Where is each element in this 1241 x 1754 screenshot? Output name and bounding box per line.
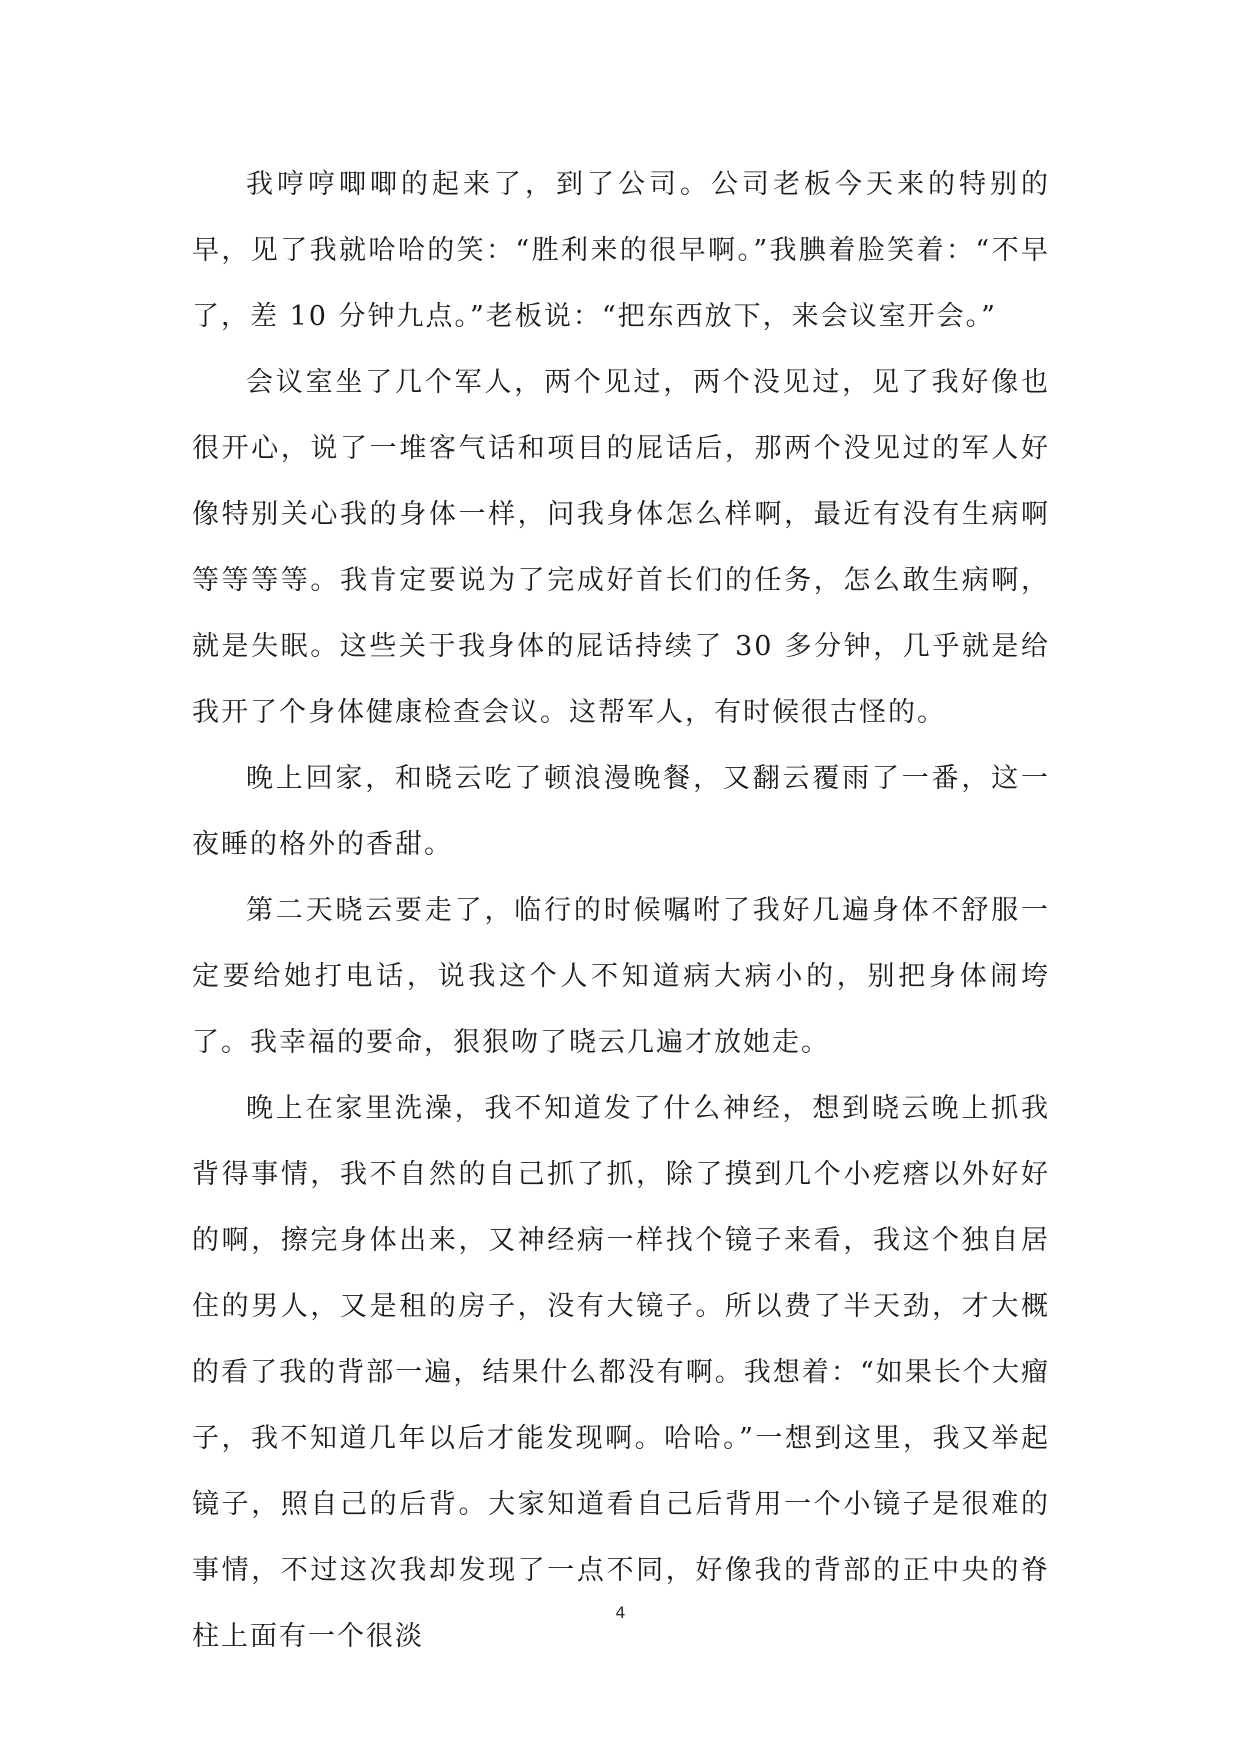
paragraph: 会议室坐了几个军人，两个见过，两个没见过，见了我好像也很开心，说了一堆客气话和项目的屁话后，那两个没见过的军人好像特别关心我的身体一样，问我身体怎么样啊，最近有没有生病啊等等等等。我肯定要说为了完成好首长们的任务，怎么敢生病啊，就是失眠。这些关于我身体的屁话持续了 30 多分钟，几乎就是给我开了个身体健康检查会议。这帮军人，有时候很古怪的。	[192, 367, 1050, 728]
page-number: 4	[615, 1603, 626, 1622]
paragraph: 晚上在家里洗澡，我不知道发了什么神经，想到晓云晚上抓我背得事情，我不自然的自己抓了抓，除了摸到几个小疙瘩以外好好的啊，擦完身体出来，又神经病一样找个镜子来看，我这个独自居住的男人，又是租的房子，没有大镜子。所以费了半天劲，才大概的看了我的背部一遍，结果什么都没有啊。我想着：“如果长个大瘤子，我不知道几年以后才能发现啊。哈哈。”一想到这里，我又举起镜子，照自己的后背。大家知道看自己后背用一个小镜子是很难的事情，不过这次我却发现了一点不同，好像我的背部的正中央的脊柱上面有一个很淡	[192, 1093, 1050, 1652]
paragraph: 我哼哼唧唧的起来了，到了公司。公司老板今天来的特别的早，见了我就哈哈的笑：“胜利来的很早啊。”我腆着脸笑着：“不早了，差 10 分钟九点。”老板说：“把东西放下，来会议室开会。”	[192, 169, 1050, 332]
body-text	[192, 152, 1050, 1670]
paragraph: 晚上回家，和晓云吃了顿浪漫晚餐，又翻云覆雨了一番，这一夜睡的格外的香甜。	[192, 763, 1050, 860]
paragraph: 第二天晓云要走了，临行的时候嘱咐了我好几遍身体不舒服一定要给她打电话，说我这个人不知道病大病小的，别把身体闹垮了。我幸福的要命，狠狠吻了晓云几遍才放她走。	[192, 895, 1050, 1058]
